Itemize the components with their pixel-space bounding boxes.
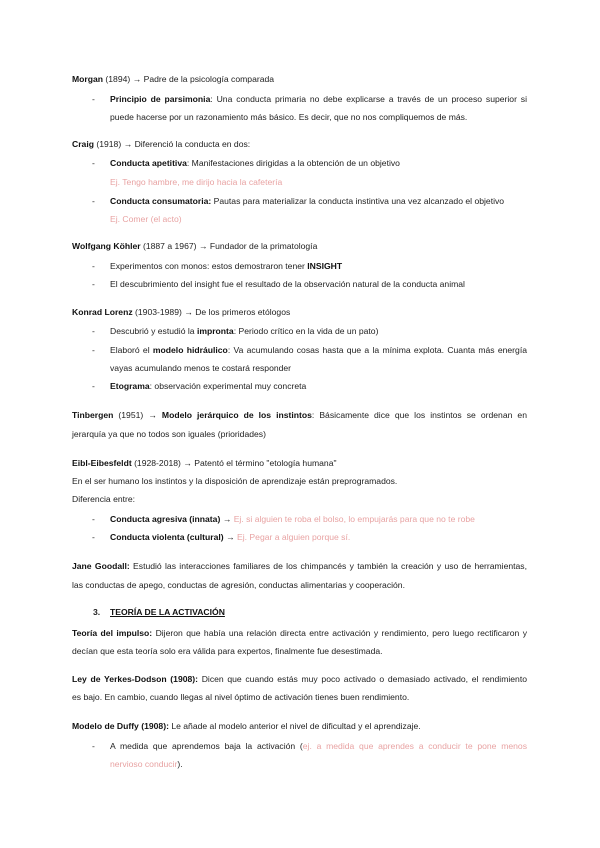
bullet-dash: - [92,326,95,336]
tinbergen-line2: jerarquía ya que no todos son iguales (prioridades) [72,429,266,439]
morgan-bullet-1: Principio de parsimonia: Una conducta primaria no debe explicarse a través de un proceso superior si [110,94,527,104]
kohler-bullet-1: Experimentos con monos: estos demostraron tener INSIGHT [110,261,343,271]
morgan-bullet-1-line2: puede hacerse por un razonamiento más básico. Es decir, que no nos compliquemos de más. [110,112,468,122]
craig-example-2: Ej. Comer (el acto) [110,214,182,224]
goodall-line2: las conductas de apego, conductas de agresión, conductas alimentarias y cooperación. [72,580,405,590]
eibl-heading: Eibl-Eibesfeldt (1928-2018) → Patentó el término "etología humana" [72,458,337,468]
craig-example-1: Ej. Tengo hambre, me dirijo hacia la cafetería [110,177,283,187]
craig-heading: Craig (1918) → Diferenció la conducta en dos: [72,139,251,149]
bullet-dash: - [92,279,95,289]
goodall-heading: Jane Goodall: Estudió las interacciones familiares de los chimpancés y también la creación y uso de herramientas, [72,561,527,571]
section-title: TEORÍA DE LA ACTIVACIÓN [110,607,225,617]
lorenz-bullet-2: Elaboró el modelo hidráulico: Va acumulando cosas hasta que a la mínima explota. Cuanta más energía [110,345,527,355]
eibl-line3: Diferencia entre: [72,494,136,504]
bullet-dash: - [92,741,95,751]
eibl-bullet-2: Conducta violenta (cultural) → Ej. Pegar a alguien porque sí. [110,532,351,542]
duffy-bullet-1-line2: nervioso conducir). [110,759,183,769]
craig-bullet-2: Conducta consumatoria: Pautas para materializar la conducta instintiva una vez alcanzado el objetivo [110,196,505,206]
eibl-bullet-1: Conducta agresiva (innata) → Ej. si alguien te roba el bolso, lo empujarás para que no te robe [110,514,475,524]
tinbergen-heading: Tinbergen (1951) → Modelo jerárquico de los instintos: Básicamente dice que los instintos se ordenan en [72,410,527,420]
bullet-dash: - [92,514,95,524]
bullet-dash: - [92,345,95,355]
lorenz-bullet-1: Descubrió y estudió la impronta: Periodo crítico en la vida de un pato) [110,326,379,336]
impulso-line2: decían que esta teoría solo era válida para expertos, finalmente fue desestimada. [72,646,383,656]
yerkes-line2: es bajo. En cambio, cuando llegas al nivel óptimo de activación tienes buen rendimiento. [72,692,410,702]
lorenz-bullet-3: Etograma: observación experimental muy concreta [110,381,307,391]
eibl-line2: En el ser humano los instintos y la disposición de aprendizaje están preprogramados. [72,476,398,486]
craig-bullet-1: Conducta apetitiva: Manifestaciones dirigidas a la obtención de un objetivo [110,158,400,168]
bullet-dash: - [92,532,95,542]
impulso-heading: Teoría del impulso: Dijeron que había una relación directa entre activación y rendimiento, pero luego rectificaron y [72,628,527,638]
bullet-dash: - [92,158,95,168]
lorenz-bullet-2-line2: vayas acumulando menos te costará responder [110,363,292,373]
morgan-heading: Morgan (1894) → Padre de la psicología comparada [72,74,275,84]
kohler-bullet-2: El descubrimiento del insight fue el resultado de la observación natural de la conducta animal [110,279,465,289]
kohler-heading: Wolfgang Köhler (1887 a 1967) → Fundador de la primatología [72,241,318,251]
duffy-heading: Modelo de Duffy (1908): Le añade al modelo anterior el nivel de dificultad y el aprendizaje. [72,721,421,731]
section-number: 3. [93,607,101,617]
lorenz-heading: Konrad Lorenz (1903-1989) → De los primeros etólogos [72,307,291,317]
yerkes-heading: Ley de Yerkes-Dodson (1908): Dicen que cuando estás muy poco activado o demasiado activado, el rendimiento [72,674,527,684]
duffy-bullet-1: A medida que aprendemos baja la activación (ej. a medida que aprendes a conducir te pone menos [110,741,528,751]
bullet-dash: - [92,196,95,206]
bullet-dash: - [92,94,95,104]
bullet-dash: - [92,381,95,391]
bullet-dash: - [92,261,95,271]
